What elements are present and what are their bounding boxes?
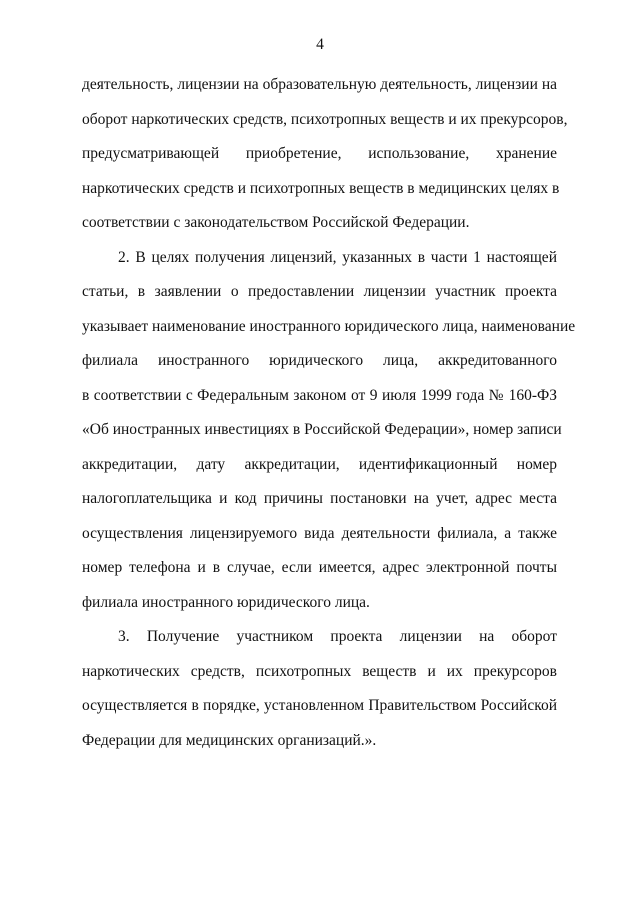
text-line: 3. Получение участником проекта лицензии на оборот <box>118 628 557 645</box>
text-line: предусматривающей приобретение, использование, хранение <box>82 145 557 162</box>
text-line: филиала иностранного юридического лица, аккредитованного <box>82 352 557 369</box>
text-line: филиала иностранного юридического лица. <box>82 593 370 611</box>
text-line: соответствии с законодательством Российской Федерации. <box>82 214 470 231</box>
text-line: аккредитации, дату аккредитации, идентификационный номер <box>82 455 557 473</box>
paragraph-2 <box>82 241 576 621</box>
text-line: налогоплательщика и код причины постановки на учет, адрес места <box>82 490 557 507</box>
text-line: указывает наименование иностранного юридического лица, наименование <box>82 317 576 335</box>
text-line: оборот наркотических средств, психотропных веществ и их прекурсоров, <box>82 110 568 128</box>
paragraph-3 <box>82 620 557 758</box>
text-line: осуществляется в порядке, установленном Правительством Российской <box>82 697 557 714</box>
text-line: статьи, в заявлении о предоставлении лицензии участник проекта <box>82 283 557 300</box>
text-line: в соответствии с Федеральным законом от 9 июля 1999 года № 160-ФЗ <box>82 386 557 404</box>
text-line: наркотических средств, психотропных веществ и их прекурсоров <box>82 662 557 680</box>
text-line: «Об иностранных инвестициях в Российской Федерации», номер записи <box>82 421 562 438</box>
paragraph-1-continuation <box>82 68 568 241</box>
text-line: осуществления лицензируемого вида деятельности филиала, а также <box>82 524 557 542</box>
text-line: 2. В целях получения лицензий, указанных в части 1 настоящей <box>118 248 557 266</box>
text-line: деятельность, лицензии на образовательную деятельность, лицензии на <box>82 76 557 93</box>
page-number: 4 <box>316 36 324 53</box>
text-line: номер телефона и в случае, если имеется, адрес электронной почты <box>82 559 557 576</box>
document-body <box>82 68 576 758</box>
text-line: Федерации для медицинских организаций.». <box>82 731 377 749</box>
text-line: наркотических средств и психотропных веществ в медицинских целях в <box>82 179 560 197</box>
